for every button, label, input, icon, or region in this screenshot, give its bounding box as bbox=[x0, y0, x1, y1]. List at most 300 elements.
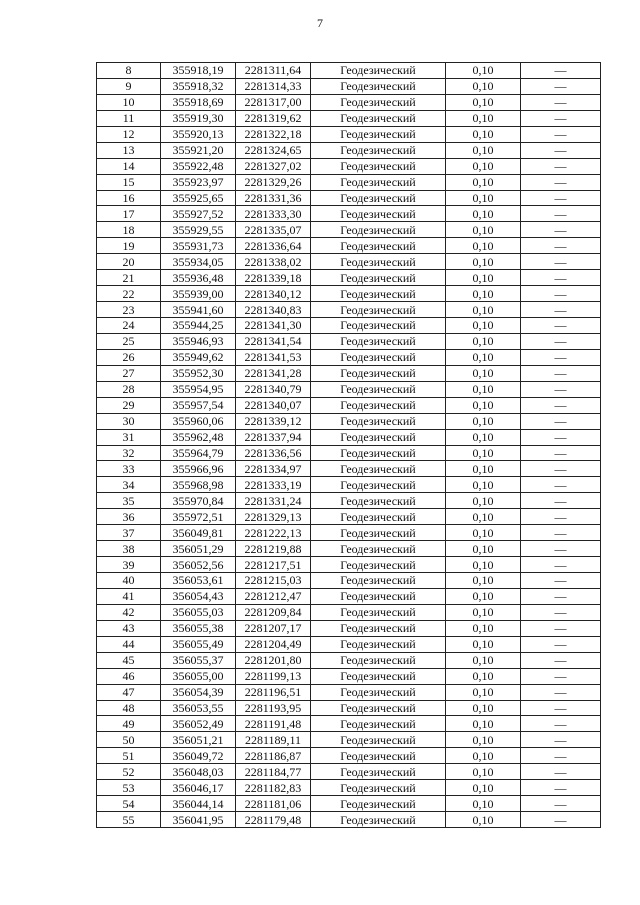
point-number-cell: 49 bbox=[97, 716, 161, 732]
y-coordinate-cell: 2281341,53 bbox=[236, 349, 311, 365]
note-cell: — bbox=[521, 493, 601, 509]
y-coordinate-cell: 2281327,02 bbox=[236, 158, 311, 174]
table-row bbox=[97, 174, 601, 190]
table-row bbox=[97, 525, 601, 541]
method-cell: Геодезический bbox=[311, 158, 446, 174]
method-cell: Геодезический bbox=[311, 620, 446, 636]
note-cell: — bbox=[521, 573, 601, 589]
point-number-cell: 39 bbox=[97, 557, 161, 573]
x-coordinate-cell: 355921,20 bbox=[161, 142, 236, 158]
accuracy-cell: 0,10 bbox=[446, 126, 521, 142]
x-coordinate-cell: 356048,03 bbox=[161, 764, 236, 780]
x-coordinate-cell: 355972,51 bbox=[161, 509, 236, 525]
accuracy-cell: 0,10 bbox=[446, 557, 521, 573]
table-row bbox=[97, 604, 601, 620]
y-coordinate-cell: 2281340,07 bbox=[236, 397, 311, 413]
x-coordinate-cell: 355968,98 bbox=[161, 477, 236, 493]
point-number-cell: 36 bbox=[97, 509, 161, 525]
point-number-cell: 40 bbox=[97, 573, 161, 589]
table-row bbox=[97, 318, 601, 334]
table-row bbox=[97, 620, 601, 636]
note-cell: — bbox=[521, 94, 601, 110]
table-row bbox=[97, 413, 601, 429]
accuracy-cell: 0,10 bbox=[446, 254, 521, 270]
table-row bbox=[97, 684, 601, 700]
method-cell: Геодезический bbox=[311, 302, 446, 318]
table-row bbox=[97, 716, 601, 732]
y-coordinate-cell: 2281324,65 bbox=[236, 142, 311, 158]
y-coordinate-cell: 2281339,12 bbox=[236, 413, 311, 429]
y-coordinate-cell: 2281336,64 bbox=[236, 238, 311, 254]
note-cell: — bbox=[521, 716, 601, 732]
x-coordinate-cell: 356053,61 bbox=[161, 573, 236, 589]
method-cell: Геодезический bbox=[311, 94, 446, 110]
x-coordinate-cell: 355970,84 bbox=[161, 493, 236, 509]
x-coordinate-cell: 355966,96 bbox=[161, 461, 236, 477]
y-coordinate-cell: 2281215,03 bbox=[236, 573, 311, 589]
accuracy-cell: 0,10 bbox=[446, 588, 521, 604]
note-cell: — bbox=[521, 668, 601, 684]
accuracy-cell: 0,10 bbox=[446, 748, 521, 764]
accuracy-cell: 0,10 bbox=[446, 365, 521, 381]
x-coordinate-cell: 356055,03 bbox=[161, 604, 236, 620]
table-row bbox=[97, 700, 601, 716]
accuracy-cell: 0,10 bbox=[446, 493, 521, 509]
table-row bbox=[97, 461, 601, 477]
method-cell: Геодезический bbox=[311, 270, 446, 286]
method-cell: Геодезический bbox=[311, 636, 446, 652]
method-cell: Геодезический bbox=[311, 397, 446, 413]
note-cell: — bbox=[521, 190, 601, 206]
x-coordinate-cell: 356049,72 bbox=[161, 748, 236, 764]
y-coordinate-cell: 2281179,48 bbox=[236, 812, 311, 828]
note-cell: — bbox=[521, 222, 601, 238]
note-cell: — bbox=[521, 684, 601, 700]
point-number-cell: 44 bbox=[97, 636, 161, 652]
x-coordinate-cell: 355925,65 bbox=[161, 190, 236, 206]
method-cell: Геодезический bbox=[311, 238, 446, 254]
accuracy-cell: 0,10 bbox=[446, 700, 521, 716]
point-number-cell: 52 bbox=[97, 764, 161, 780]
y-coordinate-cell: 2281317,00 bbox=[236, 94, 311, 110]
point-number-cell: 13 bbox=[97, 142, 161, 158]
accuracy-cell: 0,10 bbox=[446, 158, 521, 174]
method-cell: Геодезический bbox=[311, 780, 446, 796]
y-coordinate-cell: 2281207,17 bbox=[236, 620, 311, 636]
accuracy-cell: 0,10 bbox=[446, 812, 521, 828]
note-cell: — bbox=[521, 557, 601, 573]
point-number-cell: 27 bbox=[97, 365, 161, 381]
y-coordinate-cell: 2281217,51 bbox=[236, 557, 311, 573]
y-coordinate-cell: 2281338,02 bbox=[236, 254, 311, 270]
y-coordinate-cell: 2281331,36 bbox=[236, 190, 311, 206]
x-coordinate-cell: 356046,17 bbox=[161, 780, 236, 796]
x-coordinate-cell: 356053,55 bbox=[161, 700, 236, 716]
accuracy-cell: 0,10 bbox=[446, 190, 521, 206]
y-coordinate-cell: 2281340,12 bbox=[236, 286, 311, 302]
x-coordinate-cell: 356055,37 bbox=[161, 652, 236, 668]
method-cell: Геодезический bbox=[311, 509, 446, 525]
x-coordinate-cell: 356041,95 bbox=[161, 812, 236, 828]
y-coordinate-cell: 2281331,24 bbox=[236, 493, 311, 509]
table-row bbox=[97, 397, 601, 413]
point-number-cell: 14 bbox=[97, 158, 161, 174]
y-coordinate-cell: 2281209,84 bbox=[236, 604, 311, 620]
x-coordinate-cell: 355952,30 bbox=[161, 365, 236, 381]
y-coordinate-cell: 2281341,30 bbox=[236, 318, 311, 334]
point-number-cell: 41 bbox=[97, 588, 161, 604]
table-row bbox=[97, 110, 601, 126]
method-cell: Геодезический bbox=[311, 652, 446, 668]
point-number-cell: 12 bbox=[97, 126, 161, 142]
point-number-cell: 46 bbox=[97, 668, 161, 684]
table-row bbox=[97, 206, 601, 222]
accuracy-cell: 0,10 bbox=[446, 110, 521, 126]
x-coordinate-cell: 355918,19 bbox=[161, 63, 236, 79]
y-coordinate-cell: 2281201,80 bbox=[236, 652, 311, 668]
x-coordinate-cell: 355931,73 bbox=[161, 238, 236, 254]
note-cell: — bbox=[521, 509, 601, 525]
accuracy-cell: 0,10 bbox=[446, 652, 521, 668]
accuracy-cell: 0,10 bbox=[446, 63, 521, 79]
accuracy-cell: 0,10 bbox=[446, 636, 521, 652]
point-number-cell: 30 bbox=[97, 413, 161, 429]
note-cell: — bbox=[521, 604, 601, 620]
accuracy-cell: 0,10 bbox=[446, 78, 521, 94]
table-row bbox=[97, 142, 601, 158]
y-coordinate-cell: 2281199,13 bbox=[236, 668, 311, 684]
point-number-cell: 20 bbox=[97, 254, 161, 270]
table-row bbox=[97, 365, 601, 381]
point-number-cell: 11 bbox=[97, 110, 161, 126]
note-cell: — bbox=[521, 254, 601, 270]
accuracy-cell: 0,10 bbox=[446, 796, 521, 812]
x-coordinate-cell: 355954,95 bbox=[161, 381, 236, 397]
note-cell: — bbox=[521, 812, 601, 828]
note-cell: — bbox=[521, 63, 601, 79]
point-number-cell: 45 bbox=[97, 652, 161, 668]
method-cell: Геодезический bbox=[311, 174, 446, 190]
y-coordinate-cell: 2281222,13 bbox=[236, 525, 311, 541]
note-cell: — bbox=[521, 270, 601, 286]
x-coordinate-cell: 355918,32 bbox=[161, 78, 236, 94]
table-row bbox=[97, 573, 601, 589]
table-row bbox=[97, 381, 601, 397]
accuracy-cell: 0,10 bbox=[446, 477, 521, 493]
x-coordinate-cell: 356052,49 bbox=[161, 716, 236, 732]
point-number-cell: 15 bbox=[97, 174, 161, 190]
note-cell: — bbox=[521, 110, 601, 126]
point-number-cell: 24 bbox=[97, 318, 161, 334]
accuracy-cell: 0,10 bbox=[446, 525, 521, 541]
point-number-cell: 35 bbox=[97, 493, 161, 509]
table-row bbox=[97, 652, 601, 668]
table-row bbox=[97, 78, 601, 94]
point-number-cell: 53 bbox=[97, 780, 161, 796]
accuracy-cell: 0,10 bbox=[446, 461, 521, 477]
point-number-cell: 48 bbox=[97, 700, 161, 716]
table-row bbox=[97, 796, 601, 812]
y-coordinate-cell: 2281334,97 bbox=[236, 461, 311, 477]
point-number-cell: 22 bbox=[97, 286, 161, 302]
accuracy-cell: 0,10 bbox=[446, 445, 521, 461]
x-coordinate-cell: 356055,00 bbox=[161, 668, 236, 684]
table-row bbox=[97, 158, 601, 174]
y-coordinate-cell: 2281196,51 bbox=[236, 684, 311, 700]
point-number-cell: 37 bbox=[97, 525, 161, 541]
note-cell: — bbox=[521, 477, 601, 493]
y-coordinate-cell: 2281341,54 bbox=[236, 333, 311, 349]
x-coordinate-cell: 355919,30 bbox=[161, 110, 236, 126]
x-coordinate-cell: 355957,54 bbox=[161, 397, 236, 413]
x-coordinate-cell: 356055,49 bbox=[161, 636, 236, 652]
note-cell: — bbox=[521, 286, 601, 302]
method-cell: Геодезический bbox=[311, 716, 446, 732]
accuracy-cell: 0,10 bbox=[446, 732, 521, 748]
point-number-cell: 38 bbox=[97, 541, 161, 557]
table-row bbox=[97, 541, 601, 557]
y-coordinate-cell: 2281182,83 bbox=[236, 780, 311, 796]
point-number-cell: 23 bbox=[97, 302, 161, 318]
method-cell: Геодезический bbox=[311, 381, 446, 397]
x-coordinate-cell: 355960,06 bbox=[161, 413, 236, 429]
y-coordinate-cell: 2281333,30 bbox=[236, 206, 311, 222]
accuracy-cell: 0,10 bbox=[446, 620, 521, 636]
x-coordinate-cell: 355929,55 bbox=[161, 222, 236, 238]
method-cell: Геодезический bbox=[311, 588, 446, 604]
table-row bbox=[97, 445, 601, 461]
x-coordinate-cell: 355939,00 bbox=[161, 286, 236, 302]
accuracy-cell: 0,10 bbox=[446, 286, 521, 302]
table-row bbox=[97, 286, 601, 302]
accuracy-cell: 0,10 bbox=[446, 716, 521, 732]
table-row bbox=[97, 238, 601, 254]
point-number-cell: 31 bbox=[97, 429, 161, 445]
table-row bbox=[97, 780, 601, 796]
method-cell: Геодезический bbox=[311, 796, 446, 812]
method-cell: Геодезический bbox=[311, 573, 446, 589]
x-coordinate-cell: 355946,93 bbox=[161, 333, 236, 349]
x-coordinate-cell: 355944,25 bbox=[161, 318, 236, 334]
accuracy-cell: 0,10 bbox=[446, 381, 521, 397]
x-coordinate-cell: 355922,48 bbox=[161, 158, 236, 174]
point-number-cell: 9 bbox=[97, 78, 161, 94]
y-coordinate-cell: 2281322,18 bbox=[236, 126, 311, 142]
table-row bbox=[97, 588, 601, 604]
table-row bbox=[97, 636, 601, 652]
table-row bbox=[97, 493, 601, 509]
x-coordinate-cell: 355936,48 bbox=[161, 270, 236, 286]
method-cell: Геодезический bbox=[311, 732, 446, 748]
y-coordinate-cell: 2281204,49 bbox=[236, 636, 311, 652]
y-coordinate-cell: 2281340,79 bbox=[236, 381, 311, 397]
note-cell: — bbox=[521, 652, 601, 668]
table-row bbox=[97, 668, 601, 684]
accuracy-cell: 0,10 bbox=[446, 333, 521, 349]
y-coordinate-cell: 2281189,11 bbox=[236, 732, 311, 748]
table-row bbox=[97, 302, 601, 318]
point-number-cell: 42 bbox=[97, 604, 161, 620]
method-cell: Геодезический bbox=[311, 254, 446, 270]
y-coordinate-cell: 2281319,62 bbox=[236, 110, 311, 126]
x-coordinate-cell: 355964,79 bbox=[161, 445, 236, 461]
note-cell: — bbox=[521, 748, 601, 764]
note-cell: — bbox=[521, 413, 601, 429]
accuracy-cell: 0,10 bbox=[446, 541, 521, 557]
table-row bbox=[97, 764, 601, 780]
y-coordinate-cell: 2281186,87 bbox=[236, 748, 311, 764]
x-coordinate-cell: 355918,69 bbox=[161, 94, 236, 110]
y-coordinate-cell: 2281335,07 bbox=[236, 222, 311, 238]
accuracy-cell: 0,10 bbox=[446, 573, 521, 589]
method-cell: Геодезический bbox=[311, 78, 446, 94]
y-coordinate-cell: 2281314,33 bbox=[236, 78, 311, 94]
y-coordinate-cell: 2281333,19 bbox=[236, 477, 311, 493]
point-number-cell: 19 bbox=[97, 238, 161, 254]
note-cell: — bbox=[521, 461, 601, 477]
note-cell: — bbox=[521, 796, 601, 812]
note-cell: — bbox=[521, 588, 601, 604]
note-cell: — bbox=[521, 349, 601, 365]
method-cell: Геодезический bbox=[311, 110, 446, 126]
method-cell: Геодезический bbox=[311, 318, 446, 334]
method-cell: Геодезический bbox=[311, 748, 446, 764]
point-number-cell: 18 bbox=[97, 222, 161, 238]
note-cell: — bbox=[521, 381, 601, 397]
note-cell: — bbox=[521, 397, 601, 413]
accuracy-cell: 0,10 bbox=[446, 509, 521, 525]
accuracy-cell: 0,10 bbox=[446, 318, 521, 334]
point-number-cell: 21 bbox=[97, 270, 161, 286]
note-cell: — bbox=[521, 78, 601, 94]
note-cell: — bbox=[521, 780, 601, 796]
x-coordinate-cell: 356055,38 bbox=[161, 620, 236, 636]
note-cell: — bbox=[521, 700, 601, 716]
point-number-cell: 51 bbox=[97, 748, 161, 764]
method-cell: Геодезический bbox=[311, 525, 446, 541]
note-cell: — bbox=[521, 636, 601, 652]
table-row bbox=[97, 812, 601, 828]
table-row bbox=[97, 429, 601, 445]
y-coordinate-cell: 2281193,95 bbox=[236, 700, 311, 716]
note-cell: — bbox=[521, 126, 601, 142]
method-cell: Геодезический bbox=[311, 477, 446, 493]
accuracy-cell: 0,10 bbox=[446, 684, 521, 700]
accuracy-cell: 0,10 bbox=[446, 238, 521, 254]
note-cell: — bbox=[521, 732, 601, 748]
method-cell: Геодезический bbox=[311, 700, 446, 716]
x-coordinate-cell: 355920,13 bbox=[161, 126, 236, 142]
x-coordinate-cell: 355923,97 bbox=[161, 174, 236, 190]
method-cell: Геодезический bbox=[311, 222, 446, 238]
note-cell: — bbox=[521, 174, 601, 190]
method-cell: Геодезический bbox=[311, 668, 446, 684]
accuracy-cell: 0,10 bbox=[446, 174, 521, 190]
y-coordinate-cell: 2281337,94 bbox=[236, 429, 311, 445]
x-coordinate-cell: 356049,81 bbox=[161, 525, 236, 541]
accuracy-cell: 0,10 bbox=[446, 142, 521, 158]
point-number-cell: 10 bbox=[97, 94, 161, 110]
method-cell: Геодезический bbox=[311, 333, 446, 349]
point-number-cell: 17 bbox=[97, 206, 161, 222]
method-cell: Геодезический bbox=[311, 812, 446, 828]
table-row bbox=[97, 557, 601, 573]
point-number-cell: 29 bbox=[97, 397, 161, 413]
method-cell: Геодезический bbox=[311, 349, 446, 365]
table-row bbox=[97, 477, 601, 493]
table-row bbox=[97, 126, 601, 142]
x-coordinate-cell: 356054,39 bbox=[161, 684, 236, 700]
method-cell: Геодезический bbox=[311, 365, 446, 381]
x-coordinate-cell: 356054,43 bbox=[161, 588, 236, 604]
point-number-cell: 50 bbox=[97, 732, 161, 748]
y-coordinate-cell: 2281311,64 bbox=[236, 63, 311, 79]
note-cell: — bbox=[521, 158, 601, 174]
y-coordinate-cell: 2281219,88 bbox=[236, 541, 311, 557]
note-cell: — bbox=[521, 206, 601, 222]
y-coordinate-cell: 2281184,77 bbox=[236, 764, 311, 780]
method-cell: Геодезический bbox=[311, 541, 446, 557]
note-cell: — bbox=[521, 238, 601, 254]
method-cell: Геодезический bbox=[311, 493, 446, 509]
accuracy-cell: 0,10 bbox=[446, 270, 521, 286]
x-coordinate-cell: 356044,14 bbox=[161, 796, 236, 812]
note-cell: — bbox=[521, 429, 601, 445]
accuracy-cell: 0,10 bbox=[446, 349, 521, 365]
point-number-cell: 32 bbox=[97, 445, 161, 461]
accuracy-cell: 0,10 bbox=[446, 206, 521, 222]
accuracy-cell: 0,10 bbox=[446, 222, 521, 238]
y-coordinate-cell: 2281341,28 bbox=[236, 365, 311, 381]
method-cell: Геодезический bbox=[311, 764, 446, 780]
method-cell: Геодезический bbox=[311, 142, 446, 158]
accuracy-cell: 0,10 bbox=[446, 413, 521, 429]
method-cell: Геодезический bbox=[311, 604, 446, 620]
note-cell: — bbox=[521, 764, 601, 780]
point-number-cell: 16 bbox=[97, 190, 161, 206]
point-number-cell: 8 bbox=[97, 63, 161, 79]
y-coordinate-cell: 2281340,83 bbox=[236, 302, 311, 318]
x-coordinate-cell: 355949,62 bbox=[161, 349, 236, 365]
coordinates-table-body bbox=[97, 63, 601, 828]
point-number-cell: 55 bbox=[97, 812, 161, 828]
note-cell: — bbox=[521, 365, 601, 381]
point-number-cell: 54 bbox=[97, 796, 161, 812]
table-row bbox=[97, 509, 601, 525]
x-coordinate-cell: 355934,05 bbox=[161, 254, 236, 270]
y-coordinate-cell: 2281212,47 bbox=[236, 588, 311, 604]
table-row bbox=[97, 254, 601, 270]
note-cell: — bbox=[521, 620, 601, 636]
method-cell: Геодезический bbox=[311, 206, 446, 222]
point-number-cell: 28 bbox=[97, 381, 161, 397]
x-coordinate-cell: 356051,21 bbox=[161, 732, 236, 748]
method-cell: Геодезический bbox=[311, 413, 446, 429]
accuracy-cell: 0,10 bbox=[446, 94, 521, 110]
accuracy-cell: 0,10 bbox=[446, 429, 521, 445]
point-number-cell: 25 bbox=[97, 333, 161, 349]
point-number-cell: 26 bbox=[97, 349, 161, 365]
y-coordinate-cell: 2281329,26 bbox=[236, 174, 311, 190]
table-row bbox=[97, 222, 601, 238]
table-row bbox=[97, 63, 601, 79]
table-row bbox=[97, 748, 601, 764]
note-cell: — bbox=[521, 333, 601, 349]
y-coordinate-cell: 2281329,13 bbox=[236, 509, 311, 525]
x-coordinate-cell: 355962,48 bbox=[161, 429, 236, 445]
table-row bbox=[97, 190, 601, 206]
table-row bbox=[97, 732, 601, 748]
